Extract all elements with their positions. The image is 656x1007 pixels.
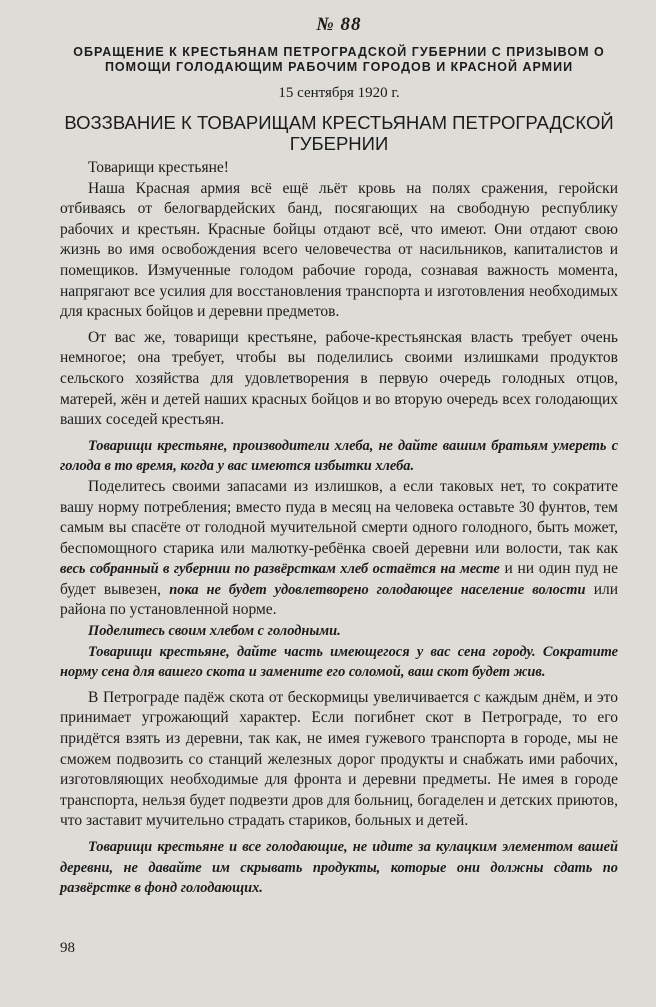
paragraph-livestock: В Петрограде падёж скота от бескормицы увеличивается с каждым днём, и это принимает угрожающий характер. Если погибнет скот в Петрограде, то его придётся взять из деревни, так как, не имея гужевого транспорта в городе, мы не сможем подвозить со станций железных дорог продукты и снабжать ими рабочих, изготовляющих необходимые для фронта и деревни предметы. Не имея в городе транспорта, нельзя будет подвезти дров для больниц, богаделен и детских приютов, что заставит мучительно страдать стариков, больных и детей. [60,688,618,830]
paragraph-red-army: Наша Красная армия всё ещё льёт кровь на полях сражения, геройски отбиваясь от белогвардейских банд, посягающих на свободную республику рабочих и крестьян. Красные бойцы отдают всё, что имеют. Они отдают свою жизнь во имя освобождения всего человечества от насильников, капиталистов и помещиков. Измученные голодом рабочие города, сознавая важность момента, напрягают все усилия для восстановления транспорта и изготовления необходимых для красных бойцов и деревни предметов. [60,179,618,321]
paragraph-share-bread: Поделитесь своим хлебом с голодными. [88,623,341,640]
share-stocks-emphasis-2: пока не будет удовлетворено голодающее население волости [169,581,586,598]
paragraph-appeal-bread: Товарищи крестьяне, производители хлеба, не дайте вашим братьям умереть с голода в то время, когда у вас имеются избытки хлеба. [60,437,618,475]
share-stocks-text-1: Поделитесь своими запасами из излишков, а если таковых нет, то сократите вашу норму потребления; вместо пуда в месяц на человека оставьте 30 фунтов, тем самым вы спасёте от голодной мучительной смерти одного голодного, быть может, беспомощного старика или малютку-ребёнка своей деревни или волости, так как [60,477,618,557]
paragraph-greeting: Товарищи крестьяне! [88,159,229,176]
paragraph-appeal-hay: Товарищи крестьяне, дайте часть имеющегося у вас сена городу. Сократите норму сена для вашего скота и замените его соломой, ваш скот будет жив. [60,643,618,681]
document-heading: ОБРАЩЕНИЕ К КРЕСТЬЯНАМ ПЕТРОГРАДСКОЙ ГУБЕРНИИ С ПРИЗЫВОМ О ПОМОЩИ ГОЛОДАЮЩИМ РАБОЧИМ ГОРОДОВ И КРАСНОЙ АРМИИ [73,45,605,74]
share-stocks-emphasis-1: весь собранный в губернии по развёрсткам хлеб остаётся на месте [60,561,500,578]
paragraph-request: От вас же, товарищи крестьяне, рабоче-крестьянская власть требует очень немногое; она требует, чтобы вы поделились своими излишками продуктов сельского хозяйства для удовлетворения в первую очередь голодных отцов, матерей, жён и детей наших красных бойцов и во вторую очередь всех голодающих ваших соседей крестьян. [60,328,618,429]
document-number: № 88 [316,14,362,35]
paragraph-share-stocks [60,477,618,621]
document-date: 15 сентября 1920 г. [278,85,400,101]
share-stocks-text-3: или района по установленной норме. [60,580,619,619]
appeal-title: ВОЗЗВАНИЕ К ТОВАРИЩАМ КРЕСТЬЯНАМ ПЕТРОГРАДСКОЙ ГУБЕРНИИ [64,112,614,154]
page-number: 98 [60,940,75,956]
paragraph-appeal-kulaks: Товарищи крестьяне и все голодающие, не идите за кулацким элементом вашей деревни, не давайте им скрывать продукты, которые они должны сдать по развёрстке в фонд голодающих. [60,839,618,897]
share-stocks-text-2: и ни один пуд не будет вывезен, [60,560,619,598]
